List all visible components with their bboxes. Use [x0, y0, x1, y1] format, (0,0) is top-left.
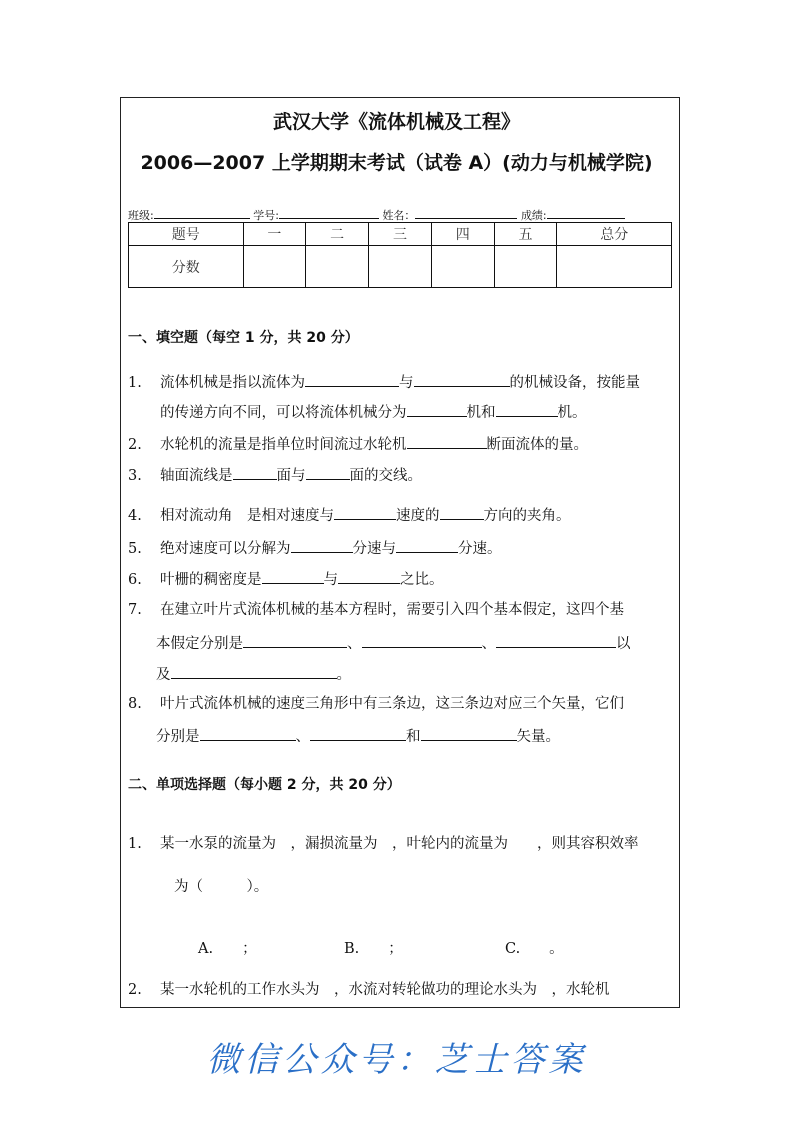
exam-subtitle: 2006—2007 上学期期末考试（试卷 A）(动力与机械学院)	[140, 152, 653, 174]
question-text: 及	[156, 667, 171, 683]
blank-field[interactable]	[262, 569, 324, 584]
question-text: 分别是	[156, 729, 200, 745]
question-text: 面的交线。	[349, 468, 422, 484]
blank-field[interactable]	[496, 633, 616, 648]
question-text: 。	[336, 667, 351, 683]
question-6	[128, 569, 444, 589]
header-cell: 五	[494, 223, 557, 246]
score-cell[interactable]	[306, 246, 369, 288]
question-5	[128, 538, 502, 558]
name-field[interactable]	[415, 204, 517, 219]
header-cell: 一	[243, 223, 306, 246]
blank-field[interactable]	[334, 505, 396, 520]
exam-title: 武汉大学《流体机械及工程》	[272, 111, 520, 133]
question-text: 5.	[128, 541, 142, 557]
question-7-cont2	[156, 664, 351, 684]
blank-field[interactable]	[496, 402, 558, 417]
blank-field[interactable]	[407, 434, 487, 449]
header-cell: 三	[369, 223, 432, 246]
question-text: 之比。	[400, 572, 444, 588]
question-text: 1.	[128, 836, 142, 852]
question-text: 机。	[557, 405, 587, 421]
question-text: 2.	[128, 437, 142, 453]
blank-field[interactable]	[421, 726, 517, 741]
id-field[interactable]	[279, 204, 379, 219]
question-8-cont	[156, 726, 560, 746]
question-text: 6.	[128, 572, 142, 588]
blank-field[interactable]	[310, 726, 406, 741]
score-field[interactable]	[547, 204, 625, 219]
section2-heading: 二、单项选择题（每小题 2 分，共 20 分）	[128, 777, 401, 793]
blank-field[interactable]	[440, 505, 484, 520]
question-text: 某一水泵的流量为 ，漏损流量为 ，叶轮内的流量为 ，则其容积效率	[160, 836, 639, 852]
name-label: 姓名：	[382, 209, 416, 222]
option-c[interactable]: C. 。	[505, 941, 564, 957]
score-cell[interactable]	[431, 246, 494, 288]
question-text: 和	[406, 729, 421, 745]
header-cell: 四	[431, 223, 494, 246]
section1-heading: 一、填空题（每空 1 分，共 20 分）	[128, 330, 359, 346]
header-cell: 总分	[557, 223, 672, 246]
question-text: 、	[347, 636, 362, 652]
question-text: 分速。	[458, 541, 502, 557]
score-cell[interactable]	[557, 246, 672, 288]
question-text: 的机械设备，按能量	[509, 375, 640, 391]
question-text: 3.	[128, 468, 142, 484]
question-text: 的传递方向不同，可以将流体机械分为	[160, 405, 407, 421]
question-text: 面与	[276, 468, 306, 484]
blank-field[interactable]	[243, 633, 347, 648]
blank-field[interactable]	[171, 664, 337, 679]
question-text: 轴面流线是	[160, 468, 233, 484]
question-4	[128, 505, 571, 525]
question-1-cont	[160, 402, 587, 422]
question-3	[128, 465, 422, 485]
blank-field[interactable]	[200, 726, 296, 741]
score-cell[interactable]	[243, 246, 306, 288]
blank-field[interactable]	[306, 465, 350, 480]
score-cell[interactable]	[369, 246, 432, 288]
question-text: 断面流体的量。	[486, 437, 588, 453]
question-text: 4.	[128, 508, 142, 524]
question-text: 与	[323, 572, 338, 588]
score-cell[interactable]	[494, 246, 557, 288]
question-text: 分速与	[352, 541, 396, 557]
blank-field[interactable]	[291, 538, 353, 553]
mc-question-2	[128, 981, 610, 999]
score-label: 成绩:	[520, 209, 547, 222]
header-cell: 题号	[129, 223, 244, 246]
question-text: 叶片式流体机械的速度三角形中有三条边，这三条边对应三个矢量，它们	[160, 696, 624, 712]
blank-field[interactable]	[407, 402, 467, 417]
question-text: 与	[399, 375, 414, 391]
option-b[interactable]: B. ；	[344, 941, 403, 957]
question-7-cont	[156, 633, 631, 653]
question-text: 矢量。	[516, 729, 560, 745]
question-text: 相对流动角 是相对速度与	[160, 508, 334, 524]
question-text: 在建立叶片式流体机械的基本方程时，需要引入四个基本假定，这四个基	[160, 602, 624, 618]
question-1	[128, 372, 640, 392]
question-text: 8.	[128, 696, 142, 712]
question-text: 速度的	[396, 508, 440, 524]
question-text: 叶栅的稠密度是	[160, 572, 262, 588]
blank-field[interactable]	[233, 465, 277, 480]
watermark: 微信公众号：芝士答案	[206, 1040, 587, 1080]
question-text: 1.	[128, 375, 142, 391]
id-label: 学号:	[253, 209, 279, 222]
blank-field[interactable]	[338, 569, 400, 584]
blank-field[interactable]	[414, 372, 510, 387]
question-text: 以	[616, 636, 631, 652]
question-text: 方向的夹角。	[483, 508, 571, 524]
question-text: 2.	[128, 982, 142, 998]
question-8	[128, 695, 624, 713]
question-text: 、	[295, 729, 310, 745]
question-text: 某一水轮机的工作水头为 ，水流对转轮做功的理论水头为 ，水轮机	[160, 982, 610, 998]
mc-question-1-cont: 为（ ）。	[174, 879, 269, 895]
class-label: 班级:	[128, 209, 154, 222]
question-text: 机和	[466, 405, 496, 421]
question-text: 水轮机的流量是指单位时间流过水轮机	[160, 437, 407, 453]
row-label: 分数	[129, 246, 244, 288]
mc-question-1	[128, 835, 639, 853]
question-text: 流体机械是指以流体为	[160, 375, 305, 391]
question-text: 本假定分别是	[156, 636, 243, 652]
blank-field[interactable]	[396, 538, 458, 553]
question-text: 、	[481, 636, 496, 652]
blank-field[interactable]	[362, 633, 482, 648]
blank-field[interactable]	[305, 372, 399, 387]
question-text: 绝对速度可以分解为	[160, 541, 291, 557]
class-field[interactable]	[154, 204, 250, 219]
option-a[interactable]: A. ；	[198, 941, 257, 957]
score-table	[128, 222, 672, 288]
header-cell: 二	[306, 223, 369, 246]
question-7	[128, 601, 624, 619]
question-2	[128, 434, 588, 454]
question-text: 7.	[128, 602, 142, 618]
